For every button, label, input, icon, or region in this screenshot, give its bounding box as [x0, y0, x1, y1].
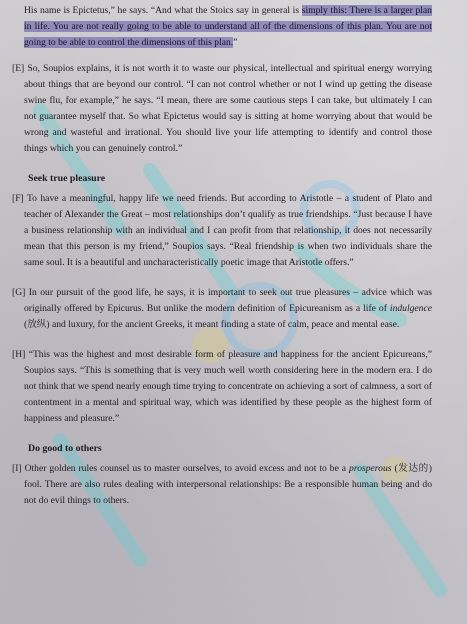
paragraph-f-text: To have a meaningful, happy life we need friends. But according to Aristotle – a student of Plato and teacher of Alexander the Great – most relationships don’t qualify as true friendships. “Just because I have a business relationship with an individual and I can profit from that relationship, it does not necessarily mean that this person is my friend,” Soupios says. “Real friendship is when two individuals share the same soul. It is a beautiful and uncharacteristically poetic image that Aristotle offers.” — [24, 193, 432, 268]
paragraph-e-text: So, Soupios explains, it is not worth it to waste our physical, intellectual and spiritual energy worrying about things that are beyond our control. “I can not control whether or not I wind up getting the disease swine flu, for example,” he says. “I mean, there are some cautious steps I can take, but ultimately I can not guarantee myself that. So what Epictetus would say is sitting at home worrying about that would be wrong and wasteful and irrational. You should live your life attempting to identify and control those things which you can genuinely control.” — [24, 63, 432, 154]
paragraph-g-text-before: In our pursuit of the good life, he says, it is important to seek out true pleasures – advice which was originally offered by Epicurus. But unlike the modern definition of Epicureanism as a life of — [24, 287, 432, 314]
paragraph-marker-i: [I] — [12, 463, 22, 474]
paragraph-f — [12, 191, 432, 271]
vocab-word-indulgence: indulgence — [389, 303, 432, 314]
paragraph-marker-e: [E] — [12, 63, 25, 74]
paragraph-e — [12, 61, 432, 157]
paragraph-i — [12, 461, 432, 509]
vocab-gloss: (放纵) — [24, 319, 52, 330]
article-body — [12, 3, 432, 509]
paragraph-marker-g: [G] — [12, 287, 26, 298]
paragraph-marker-h: [H] — [12, 349, 26, 360]
paragraph-g — [12, 285, 432, 333]
paragraph-marker-f: [F] — [12, 193, 24, 204]
vocab-gloss: (发达的) — [391, 463, 432, 474]
paragraph-i-text-before: Other golden rules counsel us to master ourselves, to avoid excess and not to be a — [24, 463, 350, 474]
paragraph-d-end — [12, 3, 432, 51]
section-heading-seek-true-pleasure: Seek true pleasure — [28, 173, 106, 184]
paragraph-i-text-after: fool. There are also rules dealing with interpersonal relationships: Be a responsible human being and do not do evil things to others. — [24, 479, 432, 506]
paragraph-h — [12, 347, 432, 427]
para-d-text-before: His name is Epictetus,” he says. “And what the Stoics say in general is — [24, 5, 302, 16]
paragraph-g-text-after: and luxury, for the ancient Greeks, it meant finding a state of calm, peace and mental ease. — [51, 319, 400, 330]
highlighted-text: simply this: There is a larger plan in life. You are not really going to be able to understand all of the dimensions of this plan. You are not going to be able to control the dimensions of this plan. — [24, 5, 432, 48]
section-heading-do-good-to-others: Do good to others — [28, 443, 102, 454]
para-d-text-after: ” — [233, 37, 238, 48]
vocab-word-prosperous: prosperous — [349, 463, 392, 474]
paragraph-h-text: “This was the highest and most desirable form of pleasure and happiness for the ancient Epicureans,” Soupios says. “This is something that is very much well worth considering here in the modern era. I do not think that we spend nearly enough time trying to concentrate on achieving a sort of calmness, a sort of contentment in a mental and spiritual way, which was identified by these people as the highest form of happiness and pleasure.” — [24, 349, 432, 424]
